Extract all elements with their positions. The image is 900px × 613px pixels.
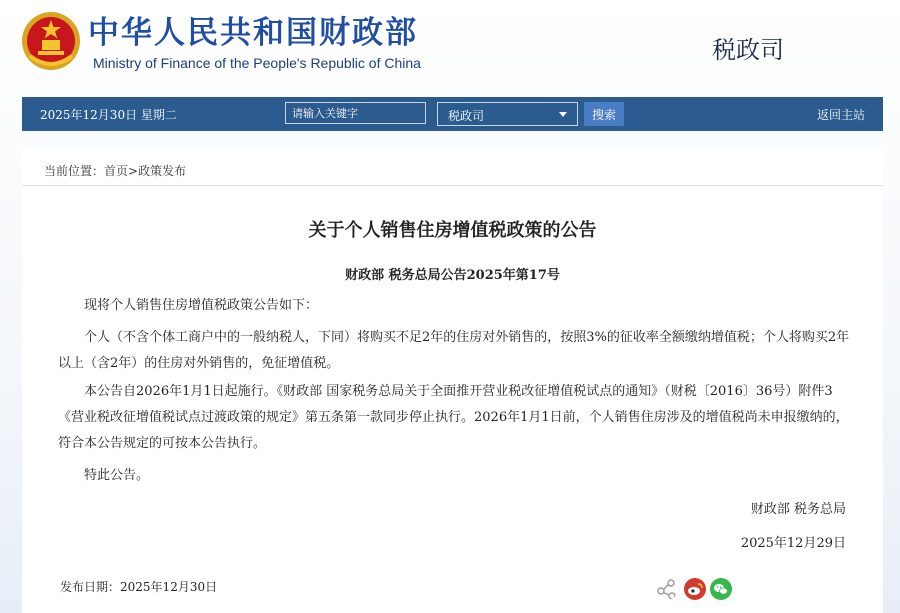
publish-date	[60, 578, 217, 595]
share-icon[interactable]	[656, 578, 678, 600]
national-emblem-icon	[20, 10, 82, 72]
nav-bar	[22, 97, 883, 131]
search-input[interactable]	[285, 102, 426, 124]
document-number: 财政部 税务总局公告2025年第17号	[345, 268, 560, 283]
divider	[22, 185, 883, 186]
publish-date-value: 2025年12月30日	[120, 580, 218, 594]
breadcrumb-section-link[interactable]: 政策发布	[138, 164, 187, 178]
sign-date: 2025年12月29日	[740, 536, 846, 551]
article-paragraph: 现将个人销售住房增值税政策公告如下：	[84, 298, 319, 313]
site-title-cn: 中华人民共和国财政部	[88, 15, 418, 51]
return-home-link[interactable]: 返回主站	[816, 108, 865, 122]
publish-date-label: 发布日期：	[60, 580, 121, 594]
breadcrumb-prefix: 当前位置：	[44, 164, 105, 178]
wechat-icon[interactable]	[710, 578, 732, 600]
scope-select-value: 税政司	[448, 109, 485, 123]
breadcrumb	[44, 162, 186, 179]
weibo-icon[interactable]	[684, 578, 706, 600]
article-paragraph: 特此公告。	[84, 468, 150, 483]
article-paragraph: 个人（不含个体工商户中的一般纳税人，下同）将购买不足2年的住房对外销售的，按照3%的征收率全额缴纳增值税；个人将购买2年以上（含2年）的住房对外销售的，免征增值税。	[58, 330, 850, 371]
article-card	[22, 150, 883, 613]
department-name: 税政司	[712, 36, 784, 64]
scope-select[interactable]	[437, 102, 578, 126]
search-button[interactable]: 搜索	[584, 102, 624, 126]
article-title: 关于个人销售住房增值税政策的公告	[308, 220, 597, 241]
breadcrumb-separator: >	[128, 164, 139, 178]
signatory: 财政部 税务总局	[750, 502, 846, 517]
share-bar	[656, 578, 736, 602]
site-title-en: Ministry of Finance of the People's Republic of China	[93, 55, 421, 71]
current-date: 2025年12月30日 星期二	[40, 108, 177, 122]
chevron-down-icon	[559, 112, 567, 117]
site-header	[0, 0, 900, 92]
article-paragraph: 本公告自2026年1月1日起施行。《财政部 国家税务总局关于全面推开营业税改征增值税试点的通知》（财税〔2016〕36号）附件3《营业税改征增值税试点过渡政策的规定》第五条第一款同步停止执行。2026年1月1日前，个人销售住房涉及的增值税尚未申报缴纳的，符合本公告规定的可按本公告执行。	[58, 384, 849, 451]
breadcrumb-home-link[interactable]: 首页	[104, 164, 129, 178]
